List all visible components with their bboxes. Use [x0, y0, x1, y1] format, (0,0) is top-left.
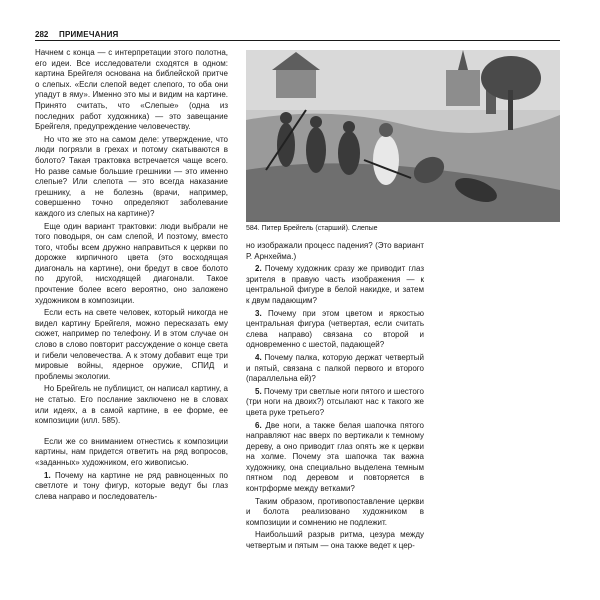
numbered-paragraph — [246, 353, 424, 385]
paragraph: Наибольший разрыв ритма, цезура между четвертым и пятым — она также ведет к цер- — [246, 530, 424, 551]
item-text: Почему художник сразу же приводит глаз зрителя в правую часть изображения — к центральной фигуре в белой накидке, и затем к двум падающим? — [246, 264, 424, 305]
item-text: Почему три светлые ноги пятого и шестого (три ноги на двоих?) отсылают нас к такого же цвета руке третьего? — [246, 386, 424, 417]
painting-illustration — [246, 50, 560, 222]
item-number: 6. — [255, 420, 262, 430]
paragraph: Еще один вариант трактовки: люди выбрали не того поводыря, он сам слепой, И поэтому, вместо того, чтобы всем дружно направиться к церкви по дорожке кирпичного цвета (это восходящая диагональ на картине), они бредут в свое болото по другой, нисходящей диагонали. Такое прочтение более всего вероятно, оно заложено художником в композиции. — [35, 221, 228, 305]
page-number: 282 — [35, 30, 49, 39]
item-number: 5. — [255, 386, 262, 396]
item-number: 1. — [44, 470, 51, 480]
paragraph: Начнем с конца — с интерпретации этого полотна, его идеи. Все исследователи сходятся в одном: картина Брейгеля основана на библейской притче о слепых. «Если слепой ведет слепого, то оба они упадут в яму». Именно это мы и видим на картине. Принято считать, что «Слепые» (одна из последних работ художника) — это завещание Брейгеля, предупреждение человечеству. — [35, 48, 228, 132]
item-text: Почему палка, которую держат четвертый и пятый, связана с палкой первого и второго (параллельна ей)? — [246, 352, 424, 384]
item-text: Почему на картине не ряд равноценных по светлоте и тону фигур, которые ведут бы глаз слева направо и последователь- — [35, 470, 228, 501]
item-number: 4. — [255, 352, 262, 362]
paragraph: Если есть на свете человек, который никогда не видел картину Брейгеля, можно пересказать ему сюжет, например по телефону. И в этом случае он слово в слово повторит рассуждение о конце света и гибели человечества. А к этому добавит еще три мировые войны, ядерное оружие, СПИД и проблемы экологии. — [35, 308, 228, 381]
item-text: Почему при этом цветом и яркостью центральная фигура (четвертая, если считать слева направо) связана со второй и одновременно с шестой, падающей? — [246, 308, 424, 350]
item-text: Две ноги, а также белая шапочка пятого направляют нас вверх по вертикали к темному дереву, а оно приводит глаз опять же к церкви на холме. Почему эта шапочка так важна художнику, она специально выделена темным пятном под деревом и повторяется в контрформе между ветками? — [246, 420, 424, 494]
painting-image — [246, 50, 560, 222]
numbered-paragraph — [246, 387, 424, 419]
numbered-paragraph — [246, 421, 424, 495]
paragraph: Но Брейгель не публицист, он написал картину, а не статью. Его послание заключено не в словах или идеях, а в самой картине, в ее форме, ее композиции (илл. 585). — [35, 384, 228, 426]
paragraph: Если же со вниманием отнестись к композиции картины, нам придется ответить на ряд вопросов, «заданных» художником, его живописью. — [35, 436, 228, 467]
numbered-paragraph — [246, 264, 424, 306]
paragraph: Таким образом, противопоставление церкви и болота реализовано художником в композиции и сомнению не подлежит. — [246, 496, 424, 527]
numbered-paragraph — [246, 309, 424, 351]
section-title: ПРИМЕЧАНИЯ — [59, 30, 119, 39]
page-header — [35, 30, 560, 42]
numbered-paragraph — [35, 471, 228, 503]
figure-caption: 584. Питер Брейгель (старший). Слепые — [246, 225, 378, 232]
item-number: 2. — [255, 264, 262, 274]
header-rule — [35, 40, 560, 41]
paragraph: но изображали процесс падения? (Это вариант Р. Арнхейма.) — [246, 241, 424, 261]
left-column — [35, 48, 228, 504]
right-column — [246, 241, 424, 554]
paragraph: Но что же это на самом деле: утверждение, что люди погрязли в грехах и потому скатываются в болото? Такая трактовка встречается чаще всего. Но разве самые большие грешники — это именно слепые? Или слепота — это всегда наказание грешнику, а не болезнь (врачи, например, совершенно точно определяют заболевание каждого из слепых на картине)? — [35, 134, 228, 218]
item-number: 3. — [255, 308, 262, 318]
